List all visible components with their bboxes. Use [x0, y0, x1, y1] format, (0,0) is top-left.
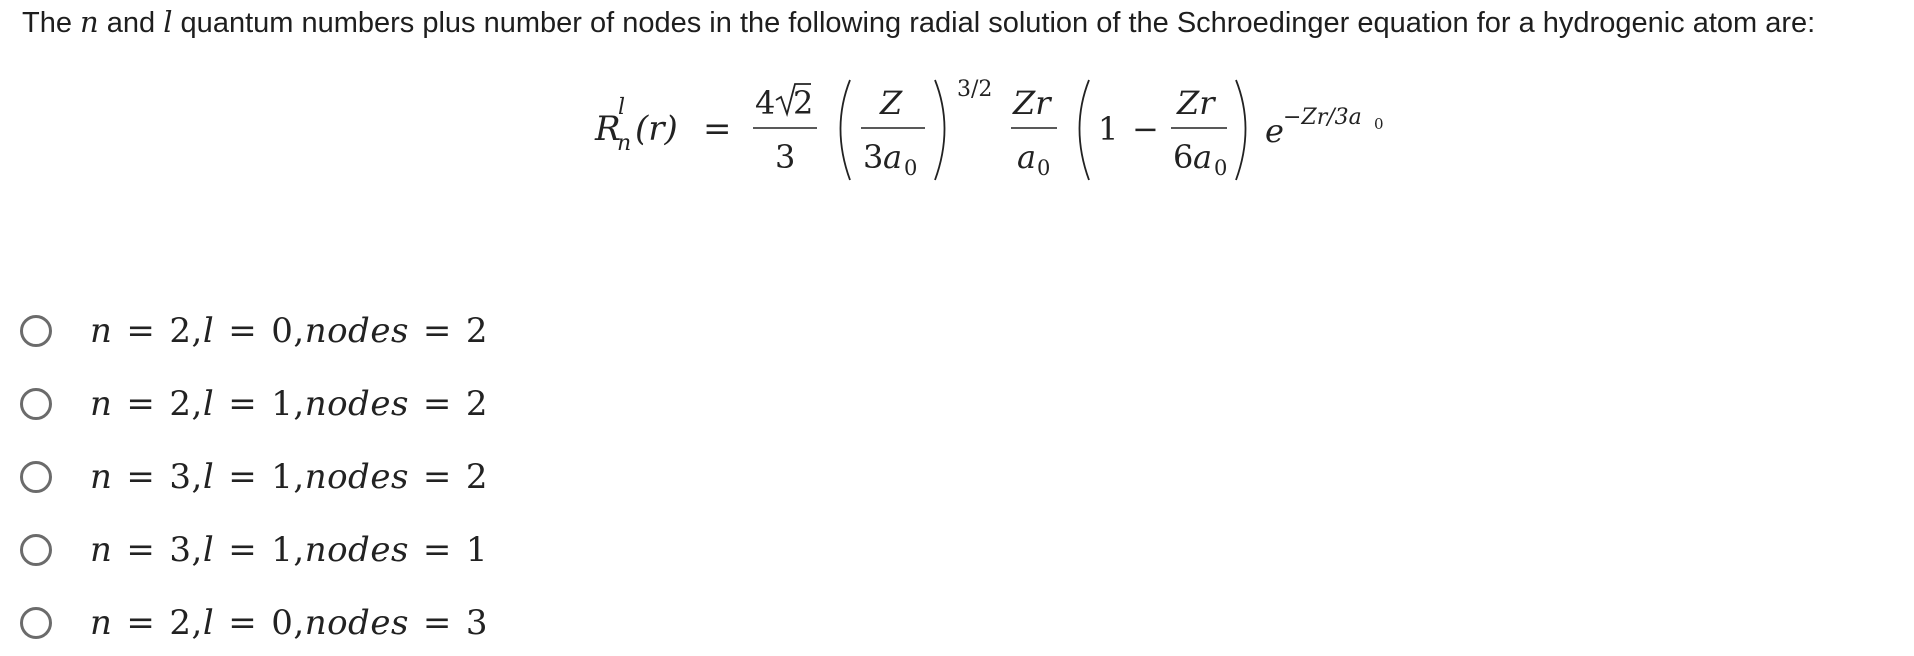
frac3-6: 6: [1173, 138, 1194, 176]
paren1-right: [935, 80, 945, 180]
frac3-a: a: [1193, 138, 1213, 176]
option-4[interactable]: [20, 513, 488, 586]
exp-power: −Zr/3a: [1283, 105, 1362, 130]
exp-e: e: [1265, 112, 1284, 150]
question-prefix: The: [22, 7, 81, 39]
frac2-Zr: Zr: [1013, 84, 1051, 122]
one: 1: [1098, 110, 1119, 148]
coef-2: 2: [793, 84, 814, 122]
paren2-left: [1080, 80, 1090, 180]
paren1-Z: Z: [880, 84, 903, 122]
power-3-2: 3/2: [957, 77, 993, 102]
option-2[interactable]: [20, 367, 488, 440]
option-label: n = 2,l = 0,nodes = 3: [90, 602, 489, 643]
option-label: n = 2,l = 1,nodes = 2: [90, 383, 489, 424]
exp-power-sub: 0: [1374, 115, 1384, 133]
paren1-3: 3: [863, 138, 884, 176]
option-label: n = 2,l = 0,nodes = 2: [90, 310, 489, 351]
answer-options: [20, 294, 488, 656]
coef-4: 4: [755, 84, 776, 122]
l-symbol: l: [163, 5, 173, 39]
radio-button[interactable]: [20, 315, 52, 347]
option-3[interactable]: [20, 440, 488, 513]
paren1-a: a: [883, 138, 903, 176]
radial-equation: [595, 62, 1415, 202]
paren1-left: [841, 80, 851, 180]
option-5[interactable]: [20, 586, 488, 656]
question-text: [22, 4, 1815, 41]
eq-arg: (r): [635, 109, 678, 149]
option-1[interactable]: [20, 294, 488, 367]
eq-equals: =: [703, 109, 732, 149]
minus: −: [1132, 110, 1159, 148]
option-label: n = 3,l = 1,nodes = 1: [90, 529, 489, 570]
option-label: n = 3,l = 1,nodes = 2: [90, 456, 489, 497]
equation-graphic: [595, 62, 1415, 202]
radio-button[interactable]: [20, 461, 52, 493]
paren2-right: [1236, 80, 1246, 180]
eq-R: R: [595, 109, 621, 149]
question-suffix: quantum numbers plus number of nodes in the following radial solution of the Schroedinger equation for a hydrogenic atom are:: [172, 7, 1816, 39]
radio-button[interactable]: [20, 607, 52, 639]
coef-3: 3: [775, 138, 796, 176]
frac3-0: 0: [1214, 156, 1228, 180]
paren1-0: 0: [904, 156, 918, 180]
eq-sup-l: l: [618, 95, 626, 120]
frac2-a: a: [1017, 138, 1037, 176]
question-and: and: [98, 7, 164, 39]
frac2-0: 0: [1037, 156, 1051, 180]
radio-button[interactable]: [20, 388, 52, 420]
frac3-Zr: Zr: [1177, 84, 1215, 122]
radio-button[interactable]: [20, 534, 52, 566]
eq-sub-n: n: [617, 131, 632, 156]
n-symbol: n: [80, 5, 99, 39]
